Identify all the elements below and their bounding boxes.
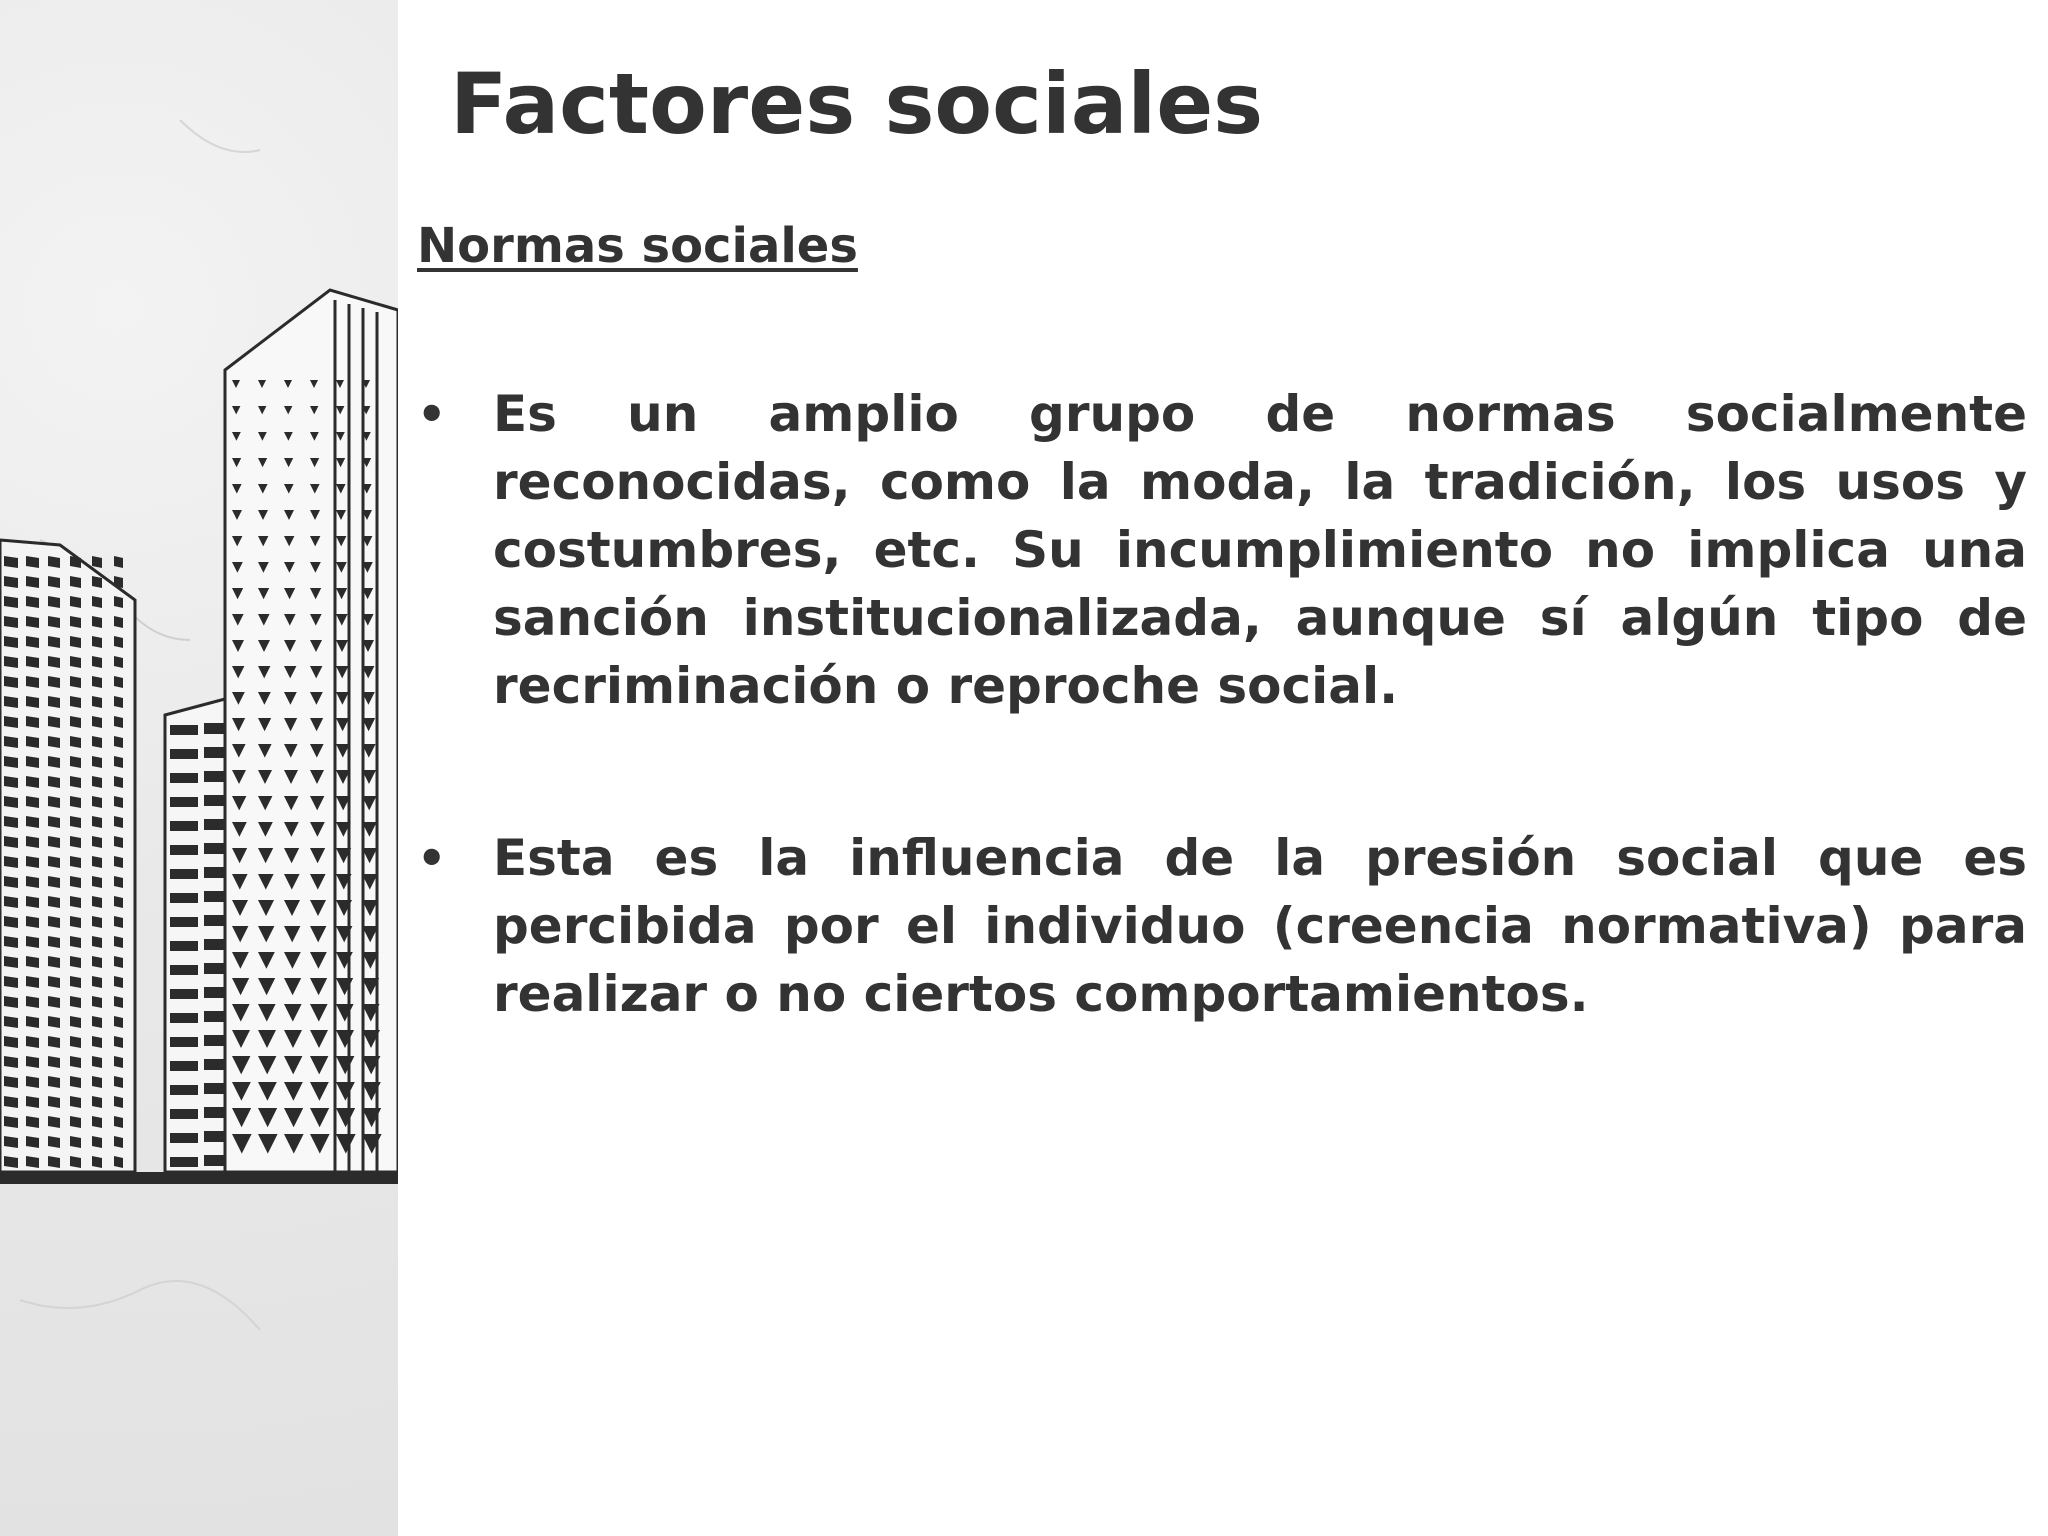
slide-title: Factores sociales [450,55,1264,153]
section-heading: Normas sociales [417,218,858,274]
bullet-item [417,824,2027,1028]
buildings-illustration [0,0,398,1536]
bullet-marker: • [417,387,447,441]
bullet-text: Esta es la influencia de la presión social que es percibida por el individuo (creencia normativa) para realizar o no ciertos comportamientos. [493,829,2027,1023]
ground-line [0,1172,398,1184]
left-building [0,540,135,1172]
bullet-item [417,380,2027,720]
bullet-list [417,380,2027,1132]
bullet-text: Es un amplio grupo de normas socialmente reconocidas, como la moda, la tradición, los usos y costumbres, etc. Su incumplimiento no implica una sanción institucionalizada, aunque sí algún tipo de recriminación o reproche social. [493,385,2027,715]
tall-building [225,290,398,1172]
bullet-marker: • [417,831,447,885]
decorative-side-panel [0,0,398,1536]
